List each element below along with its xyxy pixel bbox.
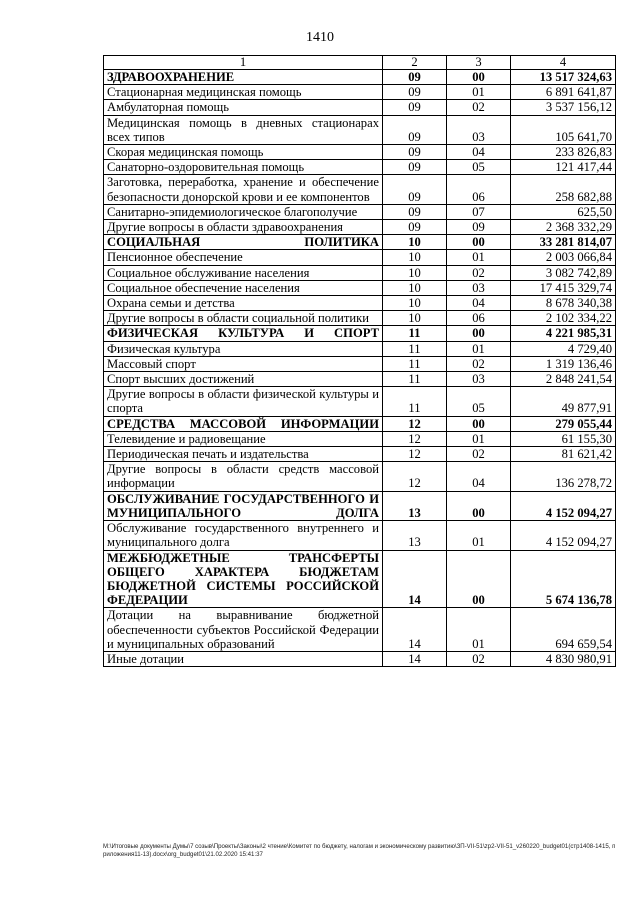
subsection-code: 01 [447, 250, 511, 265]
subsection-code: 02 [447, 447, 511, 462]
amount: 3 537 156,12 [511, 100, 616, 115]
section-code: 09 [383, 160, 447, 175]
amount: 2 003 066,84 [511, 250, 616, 265]
row-name: Пенсионное обеспечение [104, 250, 383, 265]
amount: 61 155,30 [511, 431, 616, 446]
table-row [104, 250, 616, 265]
section-code: 14 [383, 608, 447, 652]
section-code: 09 [383, 220, 447, 235]
section-code: 09 [383, 115, 447, 144]
section-code: 10 [383, 250, 447, 265]
section-code: 11 [383, 356, 447, 371]
amount: 33 281 814,07 [511, 235, 616, 250]
row-name: Социальное обслуживание населения [104, 265, 383, 280]
table-row [104, 175, 616, 204]
section-code: 14 [383, 651, 447, 666]
section-code: 12 [383, 431, 447, 446]
header-col-2: 2 [383, 56, 447, 70]
subsection-code: 00 [447, 491, 511, 520]
row-name: ФИЗИЧЕСКАЯ КУЛЬТУРА И СПОРТ [104, 326, 383, 341]
row-name: МЕЖБЮДЖЕТНЫЕ ТРАНСФЕРТЫ ОБЩЕГО ХАРАКТЕРА БЮДЖЕТАМ БЮДЖЕТНОЙ СИСТЕМЫ РОССИЙСКОЙ ФЕДЕРАЦИИ [104, 550, 383, 608]
amount: 136 278,72 [511, 462, 616, 491]
section-code: 10 [383, 265, 447, 280]
row-name: Скорая медицинская помощь [104, 145, 383, 160]
row-name: Другие вопросы в области средств массовой информации [104, 462, 383, 491]
table-row [104, 387, 616, 416]
subsection-code: 04 [447, 462, 511, 491]
section-code: 13 [383, 491, 447, 520]
row-name: ЗДРАВООХРАНЕНИЕ [104, 70, 383, 85]
table-row [104, 160, 616, 175]
table-row [104, 220, 616, 235]
row-name: Медицинская помощь в дневных стационарах всех типов [104, 115, 383, 144]
table-row [104, 204, 616, 219]
row-name: Телевидение и радиовещание [104, 431, 383, 446]
file-path-footer: M:\Итоговые документы Думы\7 созыв\Проекты\Законы\2 чтение\Комитет по бюджету, налогам и экономическому развитию\ЗП-VII-51\zp2-VII-51_v260220_budget01(стр1408-1415, приложения11-13).docx\org_budget01\21.02.2020 15:41:37 [103, 843, 616, 858]
section-code: 13 [383, 521, 447, 550]
table-row [104, 115, 616, 144]
section-code: 09 [383, 85, 447, 100]
row-name: Социальное обеспечение населения [104, 280, 383, 295]
row-name: ОБСЛУЖИВАНИЕ ГОСУДАРСТВЕННОГО И МУНИЦИПАЛЬНОГО ДОЛГА [104, 491, 383, 520]
subsection-code: 01 [447, 608, 511, 652]
subsection-code: 04 [447, 145, 511, 160]
subsection-code: 02 [447, 100, 511, 115]
table-row [104, 311, 616, 326]
section-code: 11 [383, 372, 447, 387]
table-row [104, 100, 616, 115]
amount: 4 152 094,27 [511, 521, 616, 550]
section-code: 10 [383, 296, 447, 311]
subsection-code: 00 [447, 416, 511, 431]
subsection-code: 02 [447, 651, 511, 666]
subsection-code: 05 [447, 160, 511, 175]
table-row [104, 521, 616, 550]
table-row [104, 296, 616, 311]
table-row [104, 431, 616, 446]
section-code: 10 [383, 311, 447, 326]
header-col-4: 4 [511, 56, 616, 70]
amount: 1 319 136,46 [511, 356, 616, 371]
section-code: 11 [383, 341, 447, 356]
section-code: 09 [383, 70, 447, 85]
subsection-code: 00 [447, 70, 511, 85]
amount: 258 682,88 [511, 175, 616, 204]
amount: 81 621,42 [511, 447, 616, 462]
amount: 4 221 985,31 [511, 326, 616, 341]
page-number: 1410 [306, 30, 334, 45]
amount: 6 891 641,87 [511, 85, 616, 100]
row-name: СОЦИАЛЬНАЯ ПОЛИТИКА [104, 235, 383, 250]
amount: 279 055,44 [511, 416, 616, 431]
row-name: Заготовка, переработка, хранение и обеспечение безопасности донорской крови и ее компонентов [104, 175, 383, 204]
amount: 4 729,40 [511, 341, 616, 356]
amount: 2 848 241,54 [511, 372, 616, 387]
header-col-3: 3 [447, 56, 511, 70]
row-name: Амбулаторная помощь [104, 100, 383, 115]
amount: 2 102 334,22 [511, 311, 616, 326]
section-code: 12 [383, 447, 447, 462]
section-code: 09 [383, 175, 447, 204]
subsection-code: 06 [447, 311, 511, 326]
subsection-code: 01 [447, 521, 511, 550]
row-name: Периодическая печать и издательства [104, 447, 383, 462]
table-row [104, 608, 616, 652]
section-code: 14 [383, 550, 447, 608]
row-name: Массовый спорт [104, 356, 383, 371]
amount: 8 678 340,38 [511, 296, 616, 311]
row-name: Иные дотации [104, 651, 383, 666]
subsection-code: 00 [447, 550, 511, 608]
subsection-code: 04 [447, 296, 511, 311]
subsection-code: 00 [447, 326, 511, 341]
table-header-row [104, 56, 616, 70]
subsection-code: 01 [447, 85, 511, 100]
section-row [104, 550, 616, 608]
row-name: Физическая культура [104, 341, 383, 356]
section-row [104, 70, 616, 85]
subsection-code: 09 [447, 220, 511, 235]
row-name: Санитарно-эпидемиологическое благополучие [104, 204, 383, 219]
row-name: СРЕДСТВА МАССОВОЙ ИНФОРМАЦИИ [104, 416, 383, 431]
header-col-1: 1 [104, 56, 383, 70]
section-code: 09 [383, 145, 447, 160]
row-name: Санаторно-оздоровительная помощь [104, 160, 383, 175]
amount: 3 082 742,89 [511, 265, 616, 280]
table-row [104, 341, 616, 356]
amount: 5 674 136,78 [511, 550, 616, 608]
row-name: Спорт высших достижений [104, 372, 383, 387]
row-name: Дотации на выравнивание бюджетной обеспеченности субъектов Российской Федерации и муниципальных образований [104, 608, 383, 652]
table-row [104, 651, 616, 666]
section-code: 10 [383, 280, 447, 295]
section-row [104, 416, 616, 431]
section-code: 12 [383, 462, 447, 491]
subsection-code: 02 [447, 356, 511, 371]
subsection-code: 06 [447, 175, 511, 204]
row-name: Другие вопросы в области здравоохранения [104, 220, 383, 235]
amount: 694 659,54 [511, 608, 616, 652]
section-code: 11 [383, 387, 447, 416]
row-name: Другие вопросы в области физической культуры и спорта [104, 387, 383, 416]
section-row [104, 235, 616, 250]
subsection-code: 05 [447, 387, 511, 416]
row-name: Другие вопросы в области социальной политики [104, 311, 383, 326]
subsection-code: 01 [447, 431, 511, 446]
row-name: Обслуживание государственного внутреннего и муниципального долга [104, 521, 383, 550]
subsection-code: 00 [447, 235, 511, 250]
section-code: 11 [383, 326, 447, 341]
amount: 105 641,70 [511, 115, 616, 144]
budget-table [103, 55, 616, 667]
table-row [104, 447, 616, 462]
amount: 49 877,91 [511, 387, 616, 416]
table-row [104, 462, 616, 491]
subsection-code: 03 [447, 372, 511, 387]
section-code: 12 [383, 416, 447, 431]
table-row [104, 280, 616, 295]
row-name: Охрана семьи и детства [104, 296, 383, 311]
table-row [104, 145, 616, 160]
table-row [104, 265, 616, 280]
section-row [104, 326, 616, 341]
section-code: 09 [383, 100, 447, 115]
subsection-code: 03 [447, 280, 511, 295]
section-code: 09 [383, 204, 447, 219]
amount: 625,50 [511, 204, 616, 219]
amount: 4 830 980,91 [511, 651, 616, 666]
subsection-code: 07 [447, 204, 511, 219]
subsection-code: 01 [447, 341, 511, 356]
row-name: Стационарная медицинская помощь [104, 85, 383, 100]
amount: 13 517 324,63 [511, 70, 616, 85]
section-code: 10 [383, 235, 447, 250]
section-row [104, 491, 616, 520]
table-row [104, 356, 616, 371]
amount: 17 415 329,74 [511, 280, 616, 295]
amount: 121 417,44 [511, 160, 616, 175]
amount: 2 368 332,29 [511, 220, 616, 235]
amount: 233 826,83 [511, 145, 616, 160]
subsection-code: 03 [447, 115, 511, 144]
subsection-code: 02 [447, 265, 511, 280]
table-row [104, 85, 616, 100]
table-row [104, 372, 616, 387]
amount: 4 152 094,27 [511, 491, 616, 520]
